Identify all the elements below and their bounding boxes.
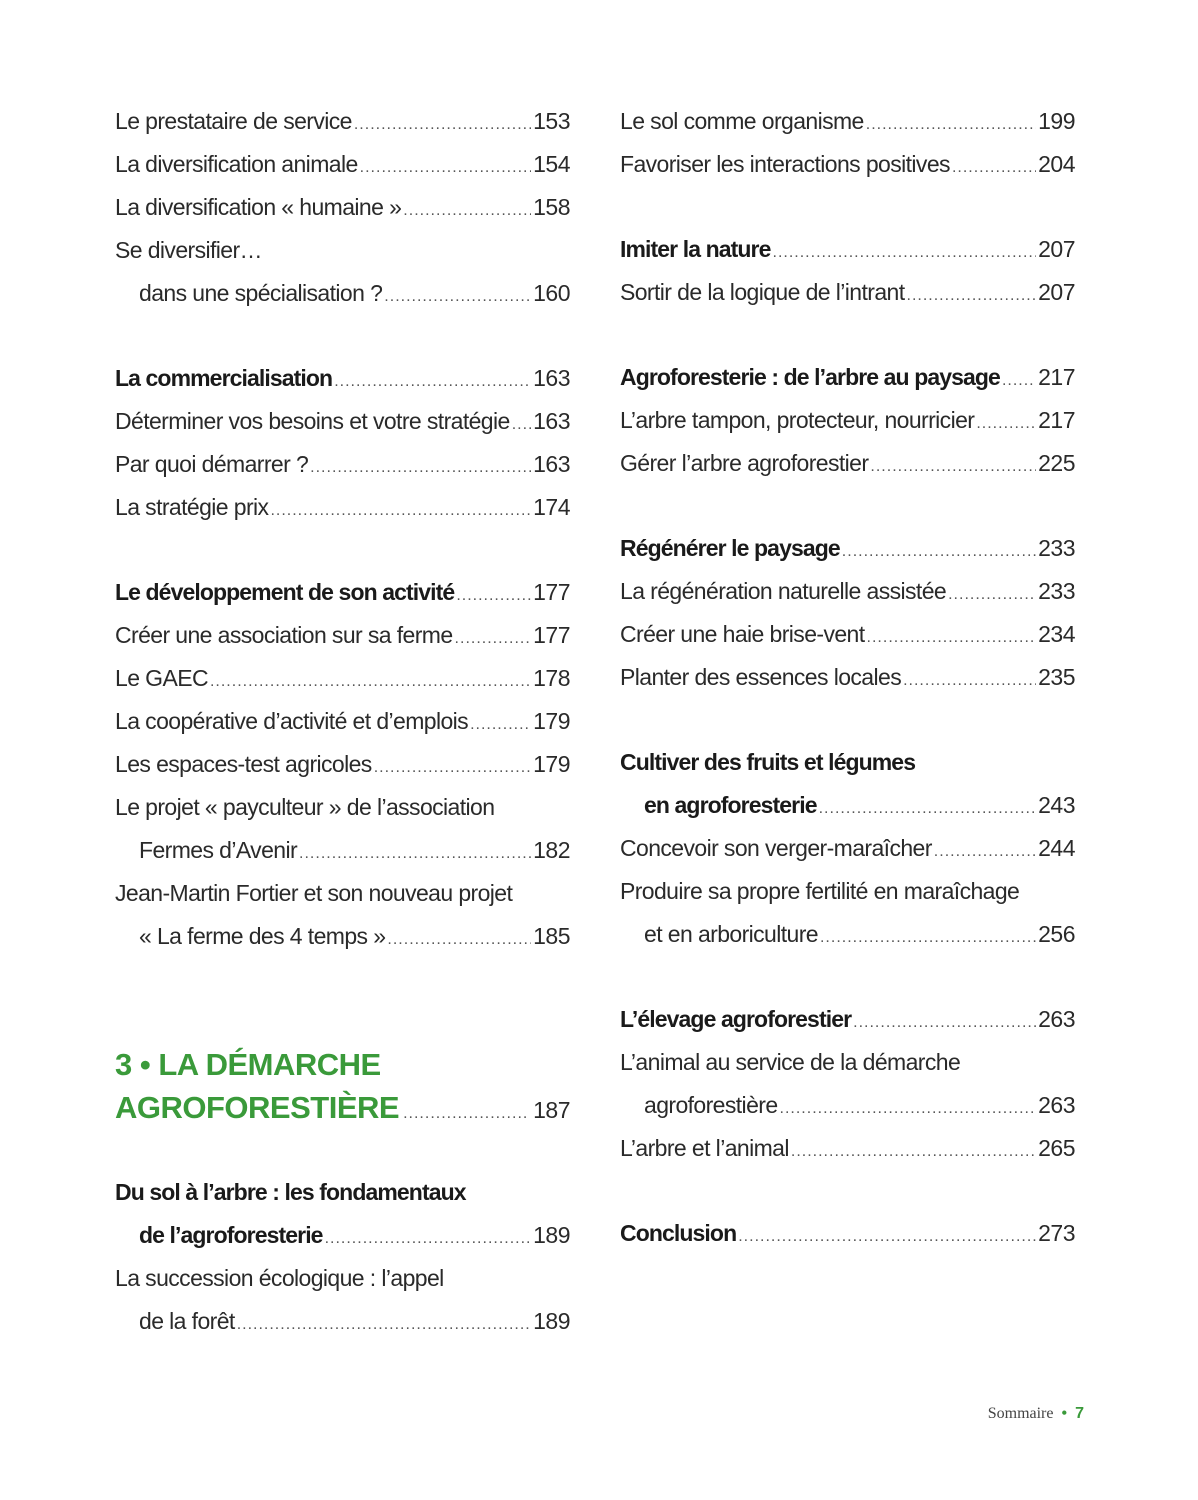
toc-entry[interactable]	[115, 486, 570, 529]
toc-entry-continuation[interactable]	[115, 1300, 570, 1343]
spacer	[115, 958, 570, 1043]
dot-leader	[470, 703, 531, 746]
entry-page: 263	[1038, 1092, 1075, 1118]
entry-page: 158	[533, 194, 570, 220]
toc-section-heading[interactable]	[115, 357, 570, 400]
entry-title: dans une spécialisation ?	[139, 280, 383, 306]
toc-entry[interactable]	[620, 271, 1075, 314]
section-title: L’élevage agroforestier	[620, 1006, 852, 1032]
entry-title: Sortir de la logique de l’intrant	[620, 279, 905, 305]
toc-entry-continuation[interactable]	[620, 1084, 1075, 1127]
entry-page: 163	[533, 408, 570, 434]
dot-leader	[334, 360, 531, 403]
entry-title: Le GAEC	[115, 665, 208, 691]
dot-leader	[773, 231, 1037, 274]
dot-leader	[1002, 359, 1036, 402]
toc-entry[interactable]	[115, 186, 570, 229]
toc-entry[interactable]	[620, 570, 1075, 613]
entry-page: 233	[1038, 578, 1075, 604]
entry-title: Planter des essences locales	[620, 664, 902, 690]
entry-title: La coopérative d’activité et d’emplois	[115, 708, 469, 734]
toc-entry[interactable]	[115, 400, 570, 443]
entry-page: 179	[533, 708, 570, 734]
entry-page: 179	[533, 751, 570, 777]
toc-entry-continuation[interactable]	[115, 272, 570, 315]
toc-section-heading[interactable]	[620, 741, 1075, 784]
footer-label: Sommaire	[987, 1405, 1054, 1422]
entry-page: 217	[1038, 407, 1075, 433]
dot-leader	[237, 1303, 531, 1346]
entry-title: Le projet « payculteur » de l’association	[115, 794, 495, 820]
dot-leader	[820, 916, 1036, 959]
toc-entry[interactable]	[115, 143, 570, 186]
entry-page: 154	[533, 151, 570, 177]
spacer	[115, 529, 570, 571]
section-title: Régénérer le paysage	[620, 535, 840, 561]
dot-leader	[299, 832, 531, 875]
entry-title: L’arbre tampon, protecteur, nourricier	[620, 407, 975, 433]
dot-leader	[360, 146, 531, 189]
dot-leader	[791, 1130, 1036, 1173]
dot-leader	[867, 616, 1037, 659]
dot-leader	[866, 103, 1036, 146]
toc-entry[interactable]	[115, 743, 570, 786]
entry-page: 177	[533, 579, 570, 605]
dot-leader	[456, 574, 531, 617]
entry-title: L’animal au service de la démarche	[620, 1049, 961, 1075]
entry-page: 187	[533, 1097, 570, 1123]
entry-title: Le prestataire de service	[115, 108, 352, 134]
dot-leader	[948, 573, 1036, 616]
toc-entry[interactable]	[620, 827, 1075, 870]
entry-page: 182	[533, 837, 570, 863]
dot-leader	[354, 103, 531, 146]
section-title: Le développement de son activité	[115, 579, 455, 605]
entry-title: de la forêt	[139, 1308, 235, 1334]
dot-leader	[870, 445, 1036, 488]
dot-leader	[952, 146, 1036, 189]
section-title: de l’agroforesterie	[139, 1222, 323, 1248]
spacer	[620, 186, 1075, 228]
part-title-line1: 3 • LA DÉMARCHE	[115, 1047, 381, 1082]
section-title: Du sol à l’arbre : les fondamentaux	[115, 1179, 466, 1205]
toc-entry[interactable]	[115, 443, 570, 486]
entry-page: 153	[533, 108, 570, 134]
spacer	[620, 1170, 1075, 1212]
entry-page: 265	[1038, 1135, 1075, 1161]
entry-title: La stratégie prix	[115, 494, 269, 520]
section-title: La commercialisation	[115, 365, 333, 391]
toc-section-heading[interactable]	[620, 356, 1075, 399]
toc-entry[interactable]	[115, 614, 570, 657]
section-title: Cultiver des fruits et légumes	[620, 749, 916, 775]
part-title-line2-row	[115, 1086, 570, 1129]
dot-leader	[384, 275, 531, 318]
bullet-separator: •	[1061, 1405, 1068, 1422]
toc-entry[interactable]	[115, 872, 570, 915]
dot-leader	[374, 746, 531, 789]
part-title-line2: AGROFORESTIÈRE	[115, 1090, 400, 1125]
entry-title: Concevoir son verger-maraîcher	[620, 835, 932, 861]
dot-leader	[403, 1092, 529, 1135]
spacer	[115, 315, 570, 357]
entry-page: 273	[1038, 1220, 1075, 1246]
toc-section-heading[interactable]	[620, 998, 1075, 1041]
entry-page: 263	[1038, 1006, 1075, 1032]
toc-entry[interactable]	[620, 100, 1075, 143]
entry-title: « La ferme des 4 temps »	[139, 923, 386, 949]
section-title: Imiter la nature	[620, 236, 771, 262]
spacer	[620, 956, 1075, 998]
toc-section-heading[interactable]	[115, 571, 570, 614]
toc-entry[interactable]	[620, 442, 1075, 485]
dot-leader	[387, 918, 531, 961]
section-title: Conclusion	[620, 1220, 737, 1246]
entry-title: Jean-Martin Fortier et son nouveau projet	[115, 880, 513, 906]
entry-page: 243	[1038, 792, 1075, 818]
entry-page: 185	[533, 923, 570, 949]
toc-entry[interactable]	[115, 229, 570, 272]
toc-left-column	[115, 100, 570, 1343]
entry-title: La diversification « humaine »	[115, 194, 402, 220]
entry-title: Le sol comme organisme	[620, 108, 864, 134]
entry-title: et en arboriculture	[644, 921, 818, 947]
dot-leader	[853, 1001, 1036, 1044]
entry-page: 217	[1038, 364, 1075, 390]
entry-title: Se diversifier…	[115, 237, 262, 263]
entry-page: 199	[1038, 108, 1075, 134]
dot-leader	[310, 446, 531, 489]
dot-leader	[325, 1217, 532, 1260]
entry-page: 234	[1038, 621, 1075, 647]
dot-leader	[403, 189, 531, 232]
part-heading[interactable]	[115, 1043, 570, 1129]
spacer	[115, 1129, 570, 1171]
entry-page: 204	[1038, 151, 1075, 177]
dot-leader	[976, 402, 1036, 445]
entry-page: 178	[533, 665, 570, 691]
page-number: 7	[1075, 1405, 1084, 1422]
toc-entry-continuation[interactable]	[620, 913, 1075, 956]
entry-page: 207	[1038, 236, 1075, 262]
toc-entry[interactable]	[620, 1041, 1075, 1084]
entry-page: 163	[533, 365, 570, 391]
toc-section-heading[interactable]	[620, 1212, 1075, 1255]
dot-leader	[270, 489, 531, 532]
page-footer	[988, 1405, 1084, 1423]
toc-entry[interactable]	[115, 786, 570, 829]
entry-page: 189	[533, 1222, 570, 1248]
toc-section-heading-continuation[interactable]	[115, 1214, 570, 1257]
entry-page: 256	[1038, 921, 1075, 947]
entry-title: Créer une haie brise-vent	[620, 621, 865, 647]
toc-section-heading[interactable]	[620, 527, 1075, 570]
dot-leader	[907, 274, 1037, 317]
spacer	[620, 314, 1075, 356]
entry-title: Par quoi démarrer ?	[115, 451, 309, 477]
dot-leader	[210, 660, 531, 703]
entry-page: 235	[1038, 664, 1075, 690]
toc-entry-continuation[interactable]	[115, 915, 570, 958]
entry-title: La régénération naturelle assistée	[620, 578, 947, 604]
entry-title: Les espaces-test agricoles	[115, 751, 372, 777]
spacer	[620, 485, 1075, 527]
toc-entry[interactable]	[620, 656, 1075, 699]
dot-leader	[738, 1215, 1036, 1258]
toc-entry[interactable]	[115, 100, 570, 143]
entry-page: 189	[533, 1308, 570, 1334]
entry-title: La succession écologique : l’appel	[115, 1265, 444, 1291]
entry-page: 225	[1038, 450, 1075, 476]
entry-title: Créer une association sur sa ferme	[115, 622, 453, 648]
toc-entry[interactable]	[620, 143, 1075, 186]
entry-title: Produire sa propre fertilité en maraîchage	[620, 878, 1020, 904]
toc-section-heading[interactable]	[115, 1171, 570, 1214]
dot-leader	[934, 830, 1036, 873]
dot-leader	[819, 787, 1037, 830]
toc-entry[interactable]	[115, 700, 570, 743]
dot-leader	[455, 617, 532, 660]
toc-entry[interactable]	[115, 1257, 570, 1300]
entry-title: Déterminer vos besoins et votre stratégie	[115, 408, 510, 434]
entry-title: Favoriser les interactions positives	[620, 151, 950, 177]
toc-entry[interactable]	[620, 870, 1075, 913]
entry-title: La diversification animale	[115, 151, 358, 177]
toc-entry[interactable]	[115, 657, 570, 700]
entry-title: agroforestière	[644, 1092, 778, 1118]
dot-leader	[780, 1087, 1037, 1130]
dot-leader	[512, 403, 531, 446]
toc-section-heading-continuation[interactable]	[620, 784, 1075, 827]
entry-page: 177	[533, 622, 570, 648]
entry-title: Fermes d’Avenir	[139, 837, 298, 863]
section-title: en agroforesterie	[644, 792, 817, 818]
toc-right-column	[620, 100, 1075, 1255]
entry-page: 233	[1038, 535, 1075, 561]
toc-section-heading[interactable]	[620, 228, 1075, 271]
dot-leader	[903, 659, 1036, 702]
entry-title: Gérer l’arbre agroforestier	[620, 450, 869, 476]
toc-entry[interactable]	[620, 613, 1075, 656]
entry-page: 160	[533, 280, 570, 306]
entry-page: 244	[1038, 835, 1075, 861]
entry-page: 207	[1038, 279, 1075, 305]
toc-entry[interactable]	[620, 1127, 1075, 1170]
dot-leader	[842, 530, 1036, 573]
spacer	[620, 699, 1075, 741]
toc-entry[interactable]	[620, 399, 1075, 442]
entry-page: 163	[533, 451, 570, 477]
section-title: Agroforesterie : de l’arbre au paysage	[620, 364, 1000, 390]
entry-page: 174	[533, 494, 570, 520]
toc-entry-continuation[interactable]	[115, 829, 570, 872]
entry-title: L’arbre et l’animal	[620, 1135, 789, 1161]
